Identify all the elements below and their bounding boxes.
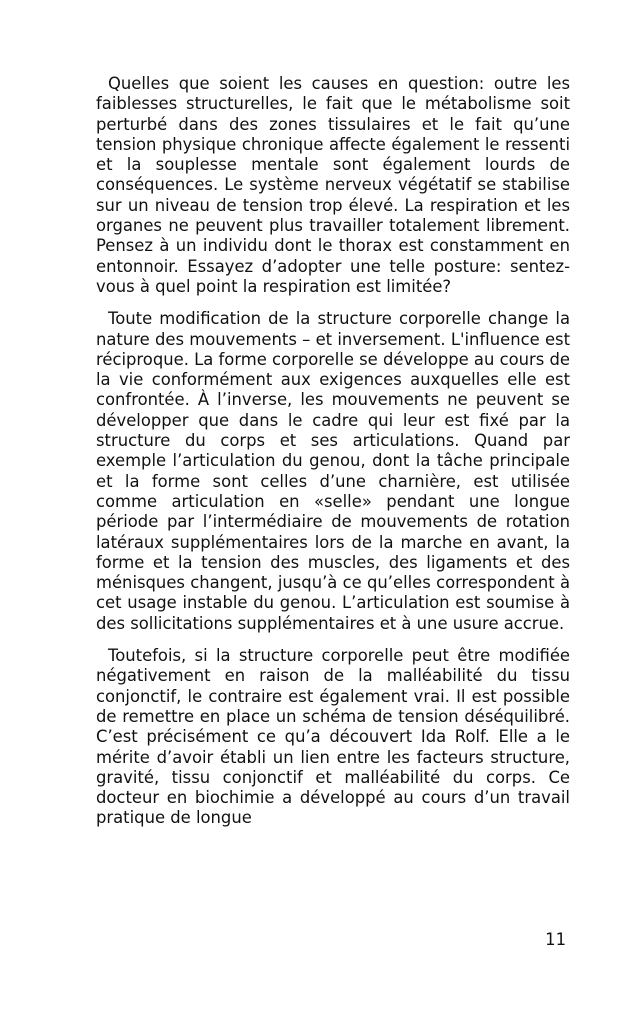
paragraph-3: Toutefois, si la structure corporelle peut être modifiée négativement en raison de la malléabilité du tissu conjonctif, le contraire est également vrai. Il est possible de remettre en place un schéma de tension déséquilibré. C’est précisément ce qu’a découvert Ida Rolf. Elle a le mérite d’avoir établi un lien entre les facteurs structure, gravité, tissu conjonctif et malléabilité du corps. Ce docteur en biochimie a développé au cours d’un travail pratique de longue <box>96 646 570 828</box>
paragraph-2: Toute modification de la structure corporelle change la nature des mouvements – et inversement. L'influence est réciproque. La forme corporelle se développe au cours de la vie conformément aux exigences auxquelles elle est confrontée. À l’inverse, les mouvements ne peuvent se développer que dans le cadre qui leur est fixé par la structure du corps et ses articulations. Quand par exemple l’articulation du genou, dont la tâche principale et la forme sont celles d’une charnière, est utilisée comme articulation en «selle» pendant une longue période par l’intermédiaire de mouvements de rotation latéraux supplémentaires lors de la marche en avant, la forme et la tension des muscles, des ligaments et des ménisques changent, jusqu’à ce qu’elles correspondent à cet usage instable du genou. L’articulation est soumise à des sollicitations supplémentaires et à une usure accrue. <box>96 309 570 633</box>
page-number: 11 <box>545 930 566 949</box>
paragraph-1: Quelles que soient les causes en question: outre les faiblesses structurelles, le fait que le métabolisme soit perturbé dans des zones tissulaires et le fait qu’une tension physique chronique affecte également le ressenti et la souplesse mentale sont également lourds de conséquences. Le système nerveux végétatif se stabilise sur un niveau de tension trop élevé. La respiration et les organes ne peuvent plus travailler totalement librement. Pensez à un individu dont le thorax est constamment en entonnoir. Essayez d’adopter une telle posture: sentez-vous à quel point la respiration est limitée? <box>96 74 570 296</box>
page-body <box>96 74 570 841</box>
